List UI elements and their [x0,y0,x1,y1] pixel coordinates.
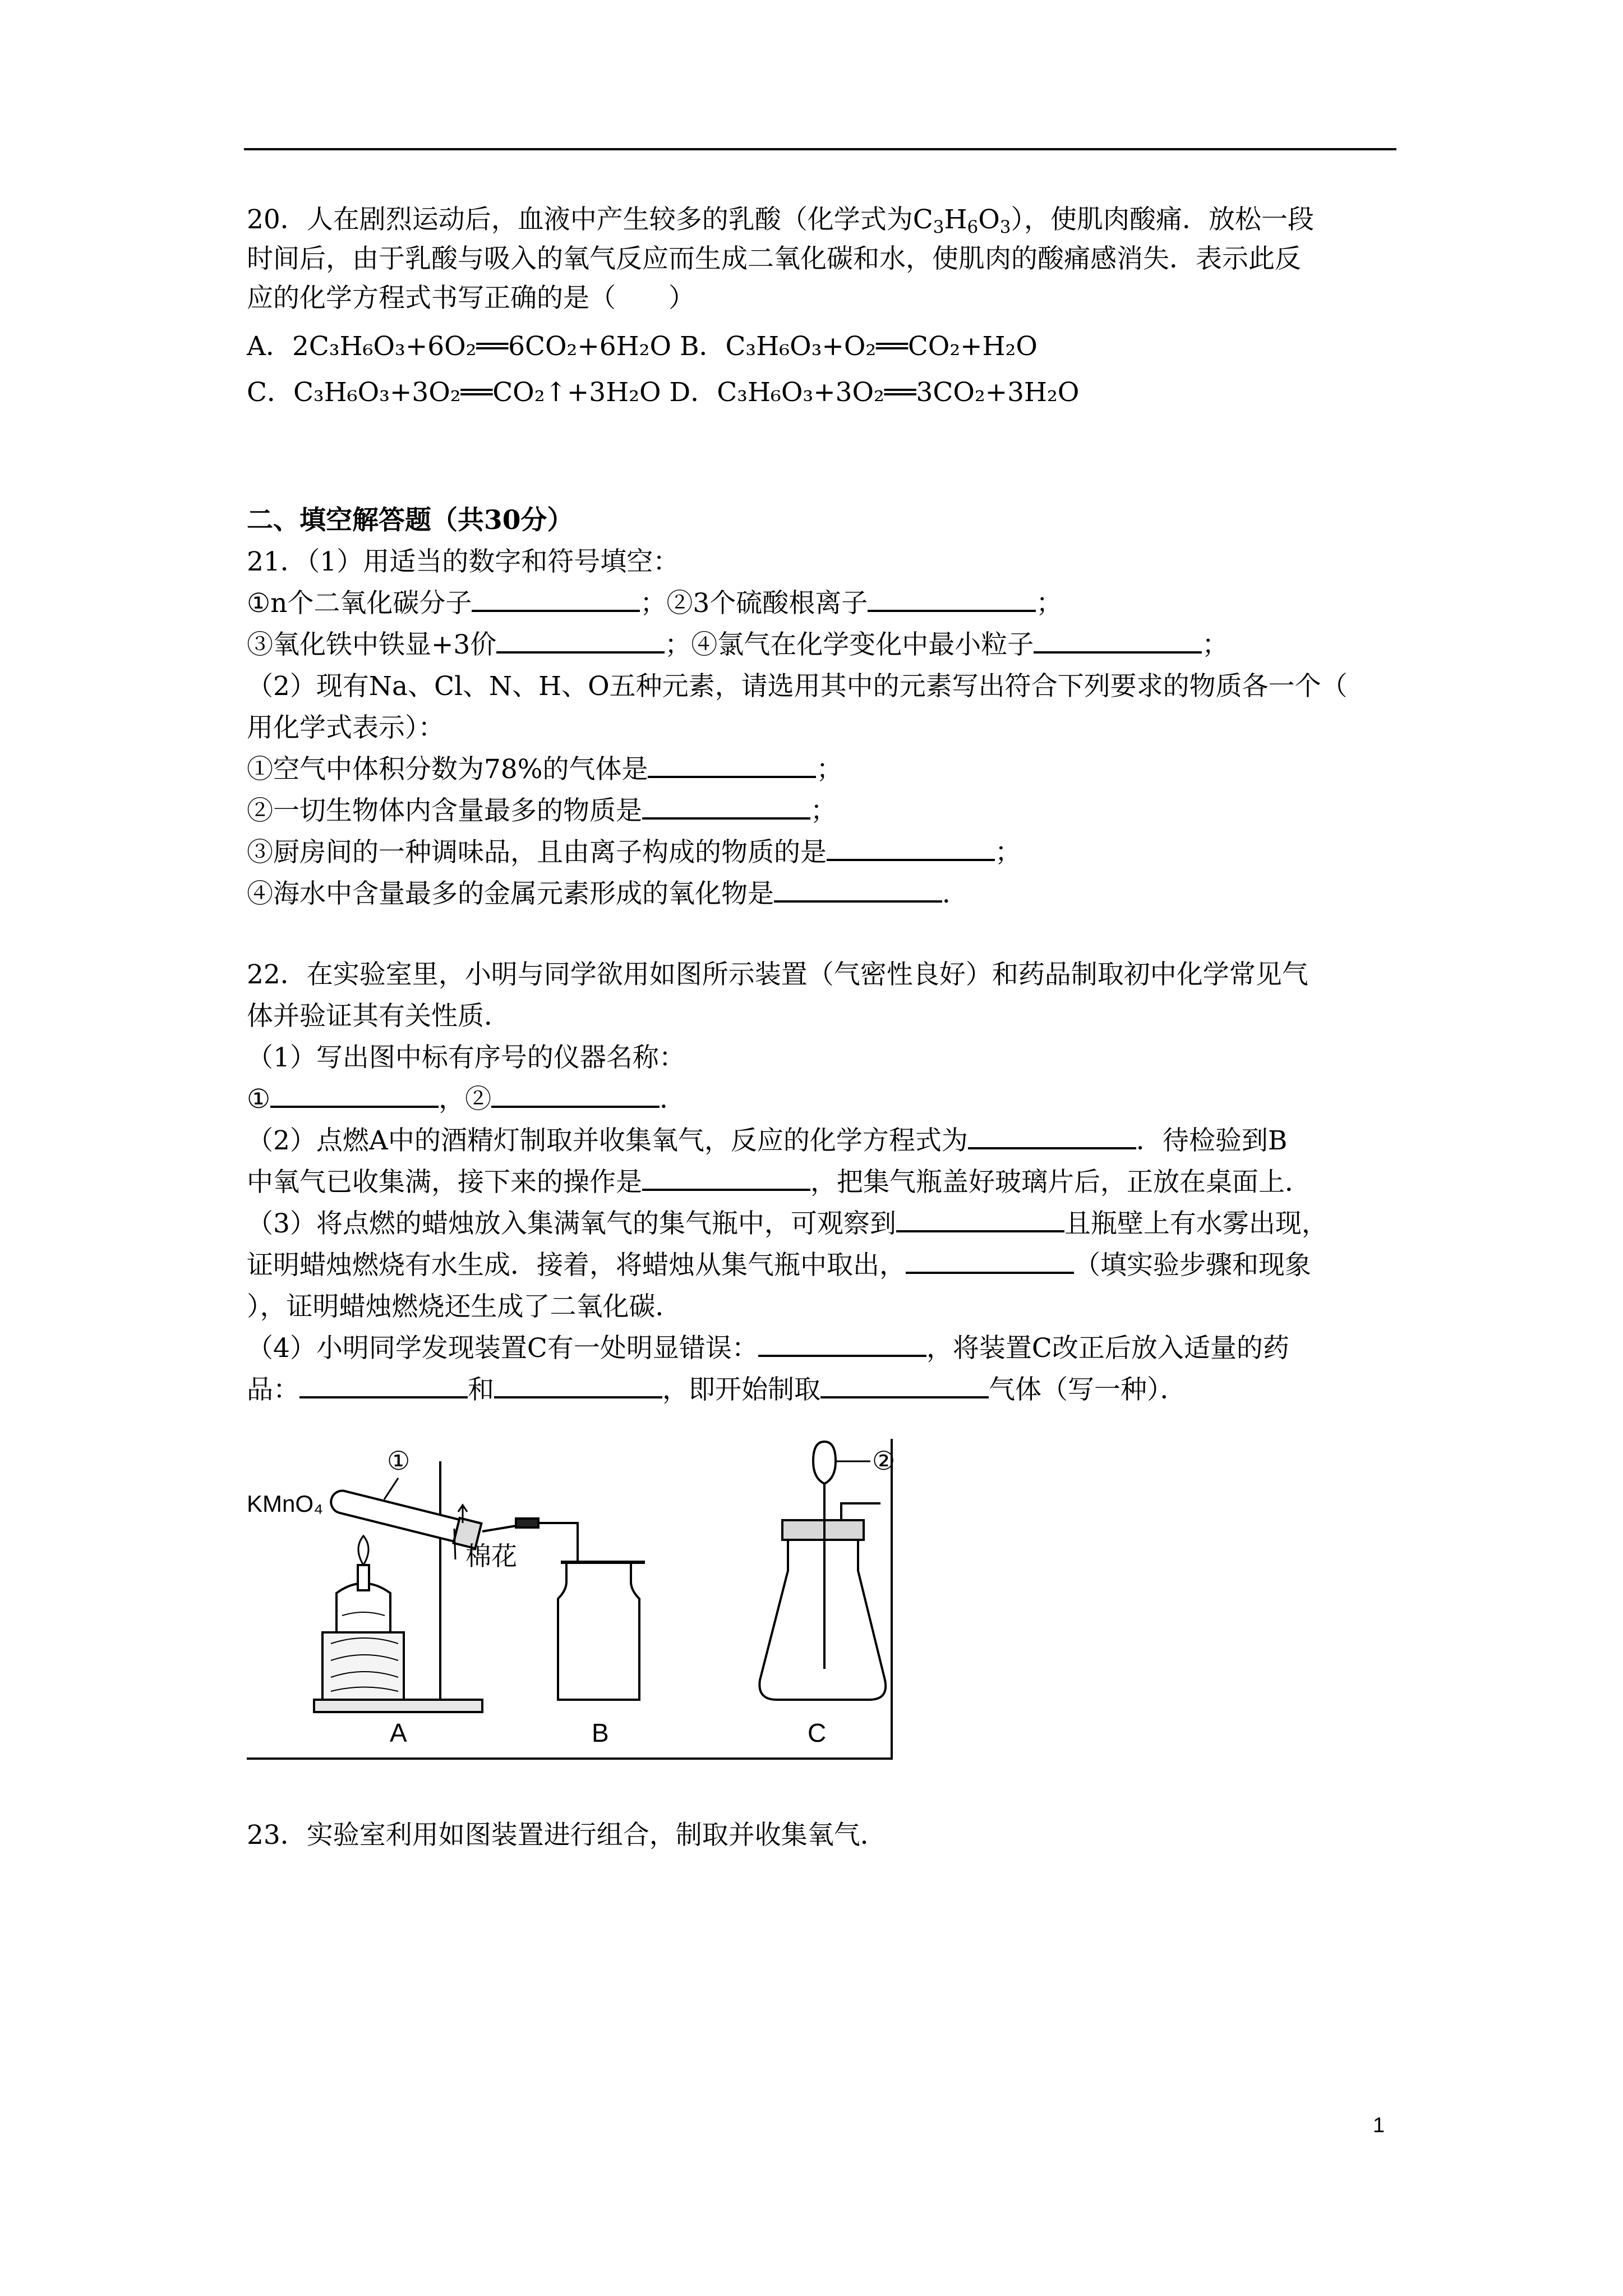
q21-part2-a: （2）现有Na、Cl、N、H、O五种元素，请选用其中的元素写出符合下列要求的物质各一个（ [247,671,1348,702]
label-apparatus-a: A [390,1718,407,1747]
answer-blank[interactable] [491,1083,660,1108]
apparatus-figure [247,1439,897,1764]
q22-line4: ① ，② ． [247,1084,686,1115]
q22-line10: （4）小明同学发现装置C有一处明显错误： ，将装置C改正后放入适量的药 [247,1333,1289,1364]
answer-blank[interactable] [648,753,816,778]
label-circle-1: ① [387,1446,411,1475]
q20-option-a[interactable]: A．2C₃H₆O₃+6O₂══6CO₂+6H₂O [247,331,671,362]
q21-part2-b: 用化学式表示）： [247,712,445,743]
q20-option-d[interactable]: D．C₃H₆O₃+3O₂══3CO₂+3H₂O [669,377,1080,408]
q23-line1: 23．实验室利用如图装置进行组合，制取并收集氧气． [247,1820,887,1851]
answer-blank[interactable] [968,1125,1136,1149]
q20-options-ab [247,330,1038,364]
q21-head: 21．（1）用适当的数字和符号填空： [247,546,680,577]
answer-blank[interactable] [758,1332,926,1357]
q22-line5: （2）点燃A中的酒精灯制取并收集氧气，反应的化学方程式为 ．待检验到B [247,1125,1288,1156]
label-apparatus-c: C [808,1718,827,1747]
page-number: 1 [1373,2114,1385,2137]
label-circle-2: ② [872,1446,896,1475]
q21-line2: ③氧化铁中铁显+3价 ；④氯气在化学变化中最小粒子 ； [247,629,1229,660]
label-cotton: 棉花 [465,1542,517,1571]
answer-blank[interactable] [642,1166,810,1191]
q20-line1: 20．人在剧烈运动后，血液中产生较多的乳酸（化学式为$C_3H_6O_3$），使肌肉酸痛．放松一段 [247,204,1315,237]
label-apparatus-b: B [592,1718,609,1747]
q22-line11: 品： 和 ，即开始制取 气体（写一种）． [247,1374,1187,1405]
q21-item4: ④海水中含量最多的金属元素形成的氧化物是 ． [247,878,969,909]
q22-line3: （1）写出图中标有序号的仪器名称： [247,1042,685,1073]
q22-line8: 证明蜡烛燃烧有水生成．接着，将蜡烛从集气瓶中取出， （填实验步骤和现象 [247,1250,1311,1281]
q21-item3: ③厨房间的一种调味品，且由离子构成的物质的是 ； [247,837,1021,868]
q22-line9: ），证明蜡烛燃烧还生成了二氧化碳． [247,1291,682,1322]
answer-blank[interactable] [906,1249,1074,1274]
answer-blank[interactable] [827,836,995,861]
section2-title: 二、填空解答题（共30分） [247,505,574,536]
q20-option-c[interactable]: C．C₃H₆O₃+3O₂══CO₂↑+3H₂O [247,377,661,408]
answer-blank[interactable] [270,1083,439,1108]
label-kmno4: KMnO₄ [247,1490,324,1517]
q21-line1: ①n个二氧化碳分子 ；②3个硫酸根离子 ； [247,588,1063,619]
q20-line3: 应的化学方程式书写正确的是（ ） [247,283,695,314]
q20-options-cd [247,376,1079,409]
q22-line6: 中氧气已收集满，接下来的操作是 ，把集气瓶盖好玻璃片后，正放在桌面上． [247,1167,1311,1198]
answer-blank[interactable] [868,587,1036,612]
answer-blank[interactable] [1034,629,1202,654]
q21-item2: ②一切生物体内含量最多的物质是 ； [247,795,837,826]
answer-blank[interactable] [774,878,942,903]
apparatus-drawing [247,1439,897,1764]
answer-blank[interactable] [820,1374,989,1398]
answer-blank[interactable] [896,1208,1064,1232]
q22-line7: （3）将点燃的蜡烛放入集满氧气的集气瓶中，可观察到 且瓶壁上有水雾出现， [247,1208,1328,1239]
q21-item1: ①空气中体积分数为78%的气体是 ； [247,754,843,785]
answer-blank[interactable] [642,795,810,820]
answer-blank[interactable] [496,629,665,654]
q20-line2: 时间后，由于乳酸与吸入的氧气反应而生成二氧化碳和水，使肌肉的酸痛感消失．表示此反 [247,243,1301,274]
answer-blank[interactable] [472,587,640,612]
q20-option-b[interactable]: B．C₃H₆O₃+O₂══CO₂+H₂O [679,331,1038,362]
q22-line2: 体并验证其有关性质． [247,1001,510,1032]
answer-blank[interactable] [299,1374,468,1398]
q22-line1: 22．在实验室里，小明与同学欲用如图所示装置（气密性良好）和药品制取初中化学常见气 [247,959,1308,990]
answer-blank[interactable] [494,1374,662,1398]
header-rule [244,148,1396,150]
